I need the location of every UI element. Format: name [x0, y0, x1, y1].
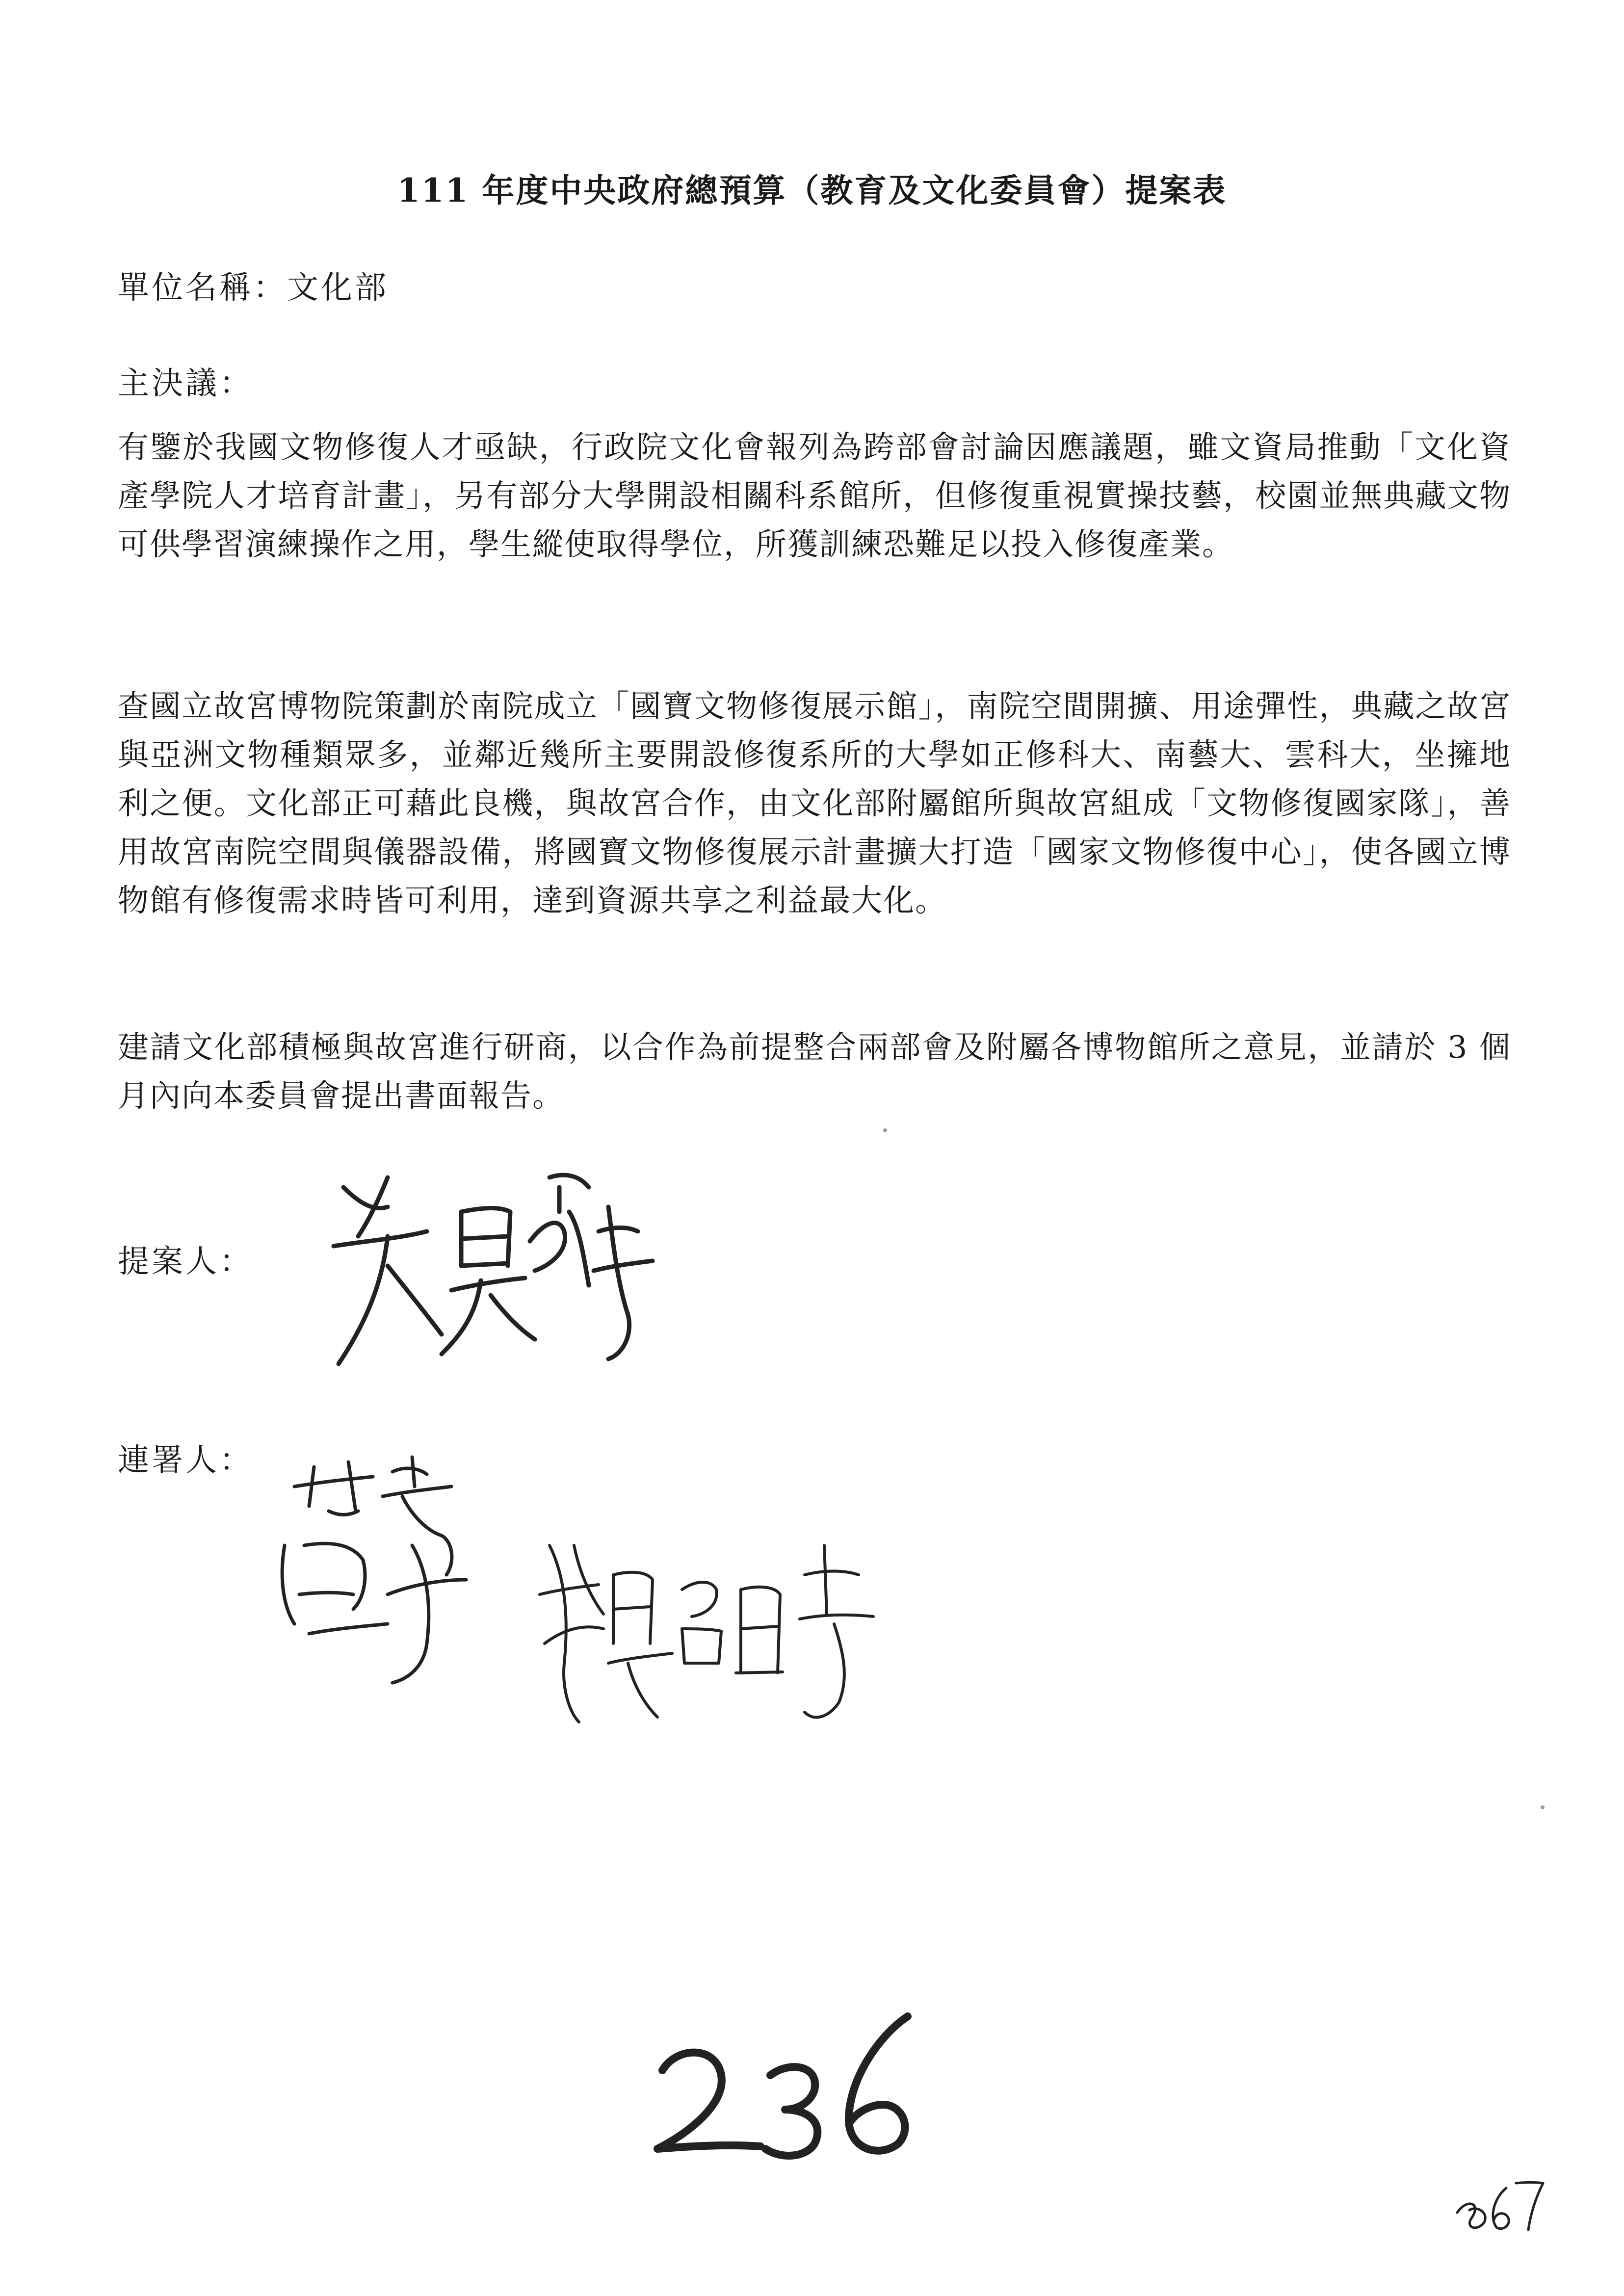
- handwritten-corner-mark: [1447, 2164, 1545, 2237]
- unit-name: 單位名稱：文化部: [118, 270, 389, 306]
- resolution-paragraph-1: 有鑒於我國文物修復人才亟缺，行政院文化會報列為跨部會討論因應議題，雖文資局推動「文化資產學院人才培育計畫」，另有部分大學開設相關科系館所，但修復重視實操技藝，校園並無典藏文物可供學習演練操作之用，學生縱使取得學位，所獲訓練恐難足以投入修復產業。: [118, 429, 1511, 562]
- scan-speck: [1541, 1805, 1545, 1809]
- resolution-label: 主決議：: [118, 365, 253, 402]
- proposer-label: 提案人：: [118, 1244, 253, 1280]
- proposer-signature: [314, 1158, 657, 1383]
- cosigner-signature-2: [530, 1516, 883, 1732]
- resolution-paragraph-2: 查國立故宮博物院策劃於南院成立「國寶文物修復展示館」，南院空間開擴、用途彈性，典藏之故宮與亞洲文物種類眾多，並鄰近幾所主要開設修復系所的大學如正修科大、南藝大、雲科大，坐擁地利之便。文化部正可藉此良機，與故宮合作，由文化部附屬館所與故宮組成「文物修復國家隊」，善用故宮南院空間與儀器設備，將國寶文物修復展示計畫擴大打造「國家文物修復中心」，使各國立博物館有修復需求時皆可利用，達到資源共享之利益最大化。: [118, 688, 1511, 918]
- cosigner-label: 連署人：: [118, 1442, 253, 1479]
- document-title: 111 年度中央政府總預算（教育及文化委員會）提案表: [397, 171, 1227, 209]
- resolution-paragraph-3: 建請文化部積極與故宮進行研商，以合作為前提整合兩部會及附屬各博物館所之意見，並請於 3 個月內向本委員會提出書面報告。: [118, 1029, 1511, 1114]
- handwritten-page-number: [648, 2007, 922, 2168]
- scan-speck: [883, 1128, 887, 1132]
- cosigner-signature-1: [265, 1447, 496, 1693]
